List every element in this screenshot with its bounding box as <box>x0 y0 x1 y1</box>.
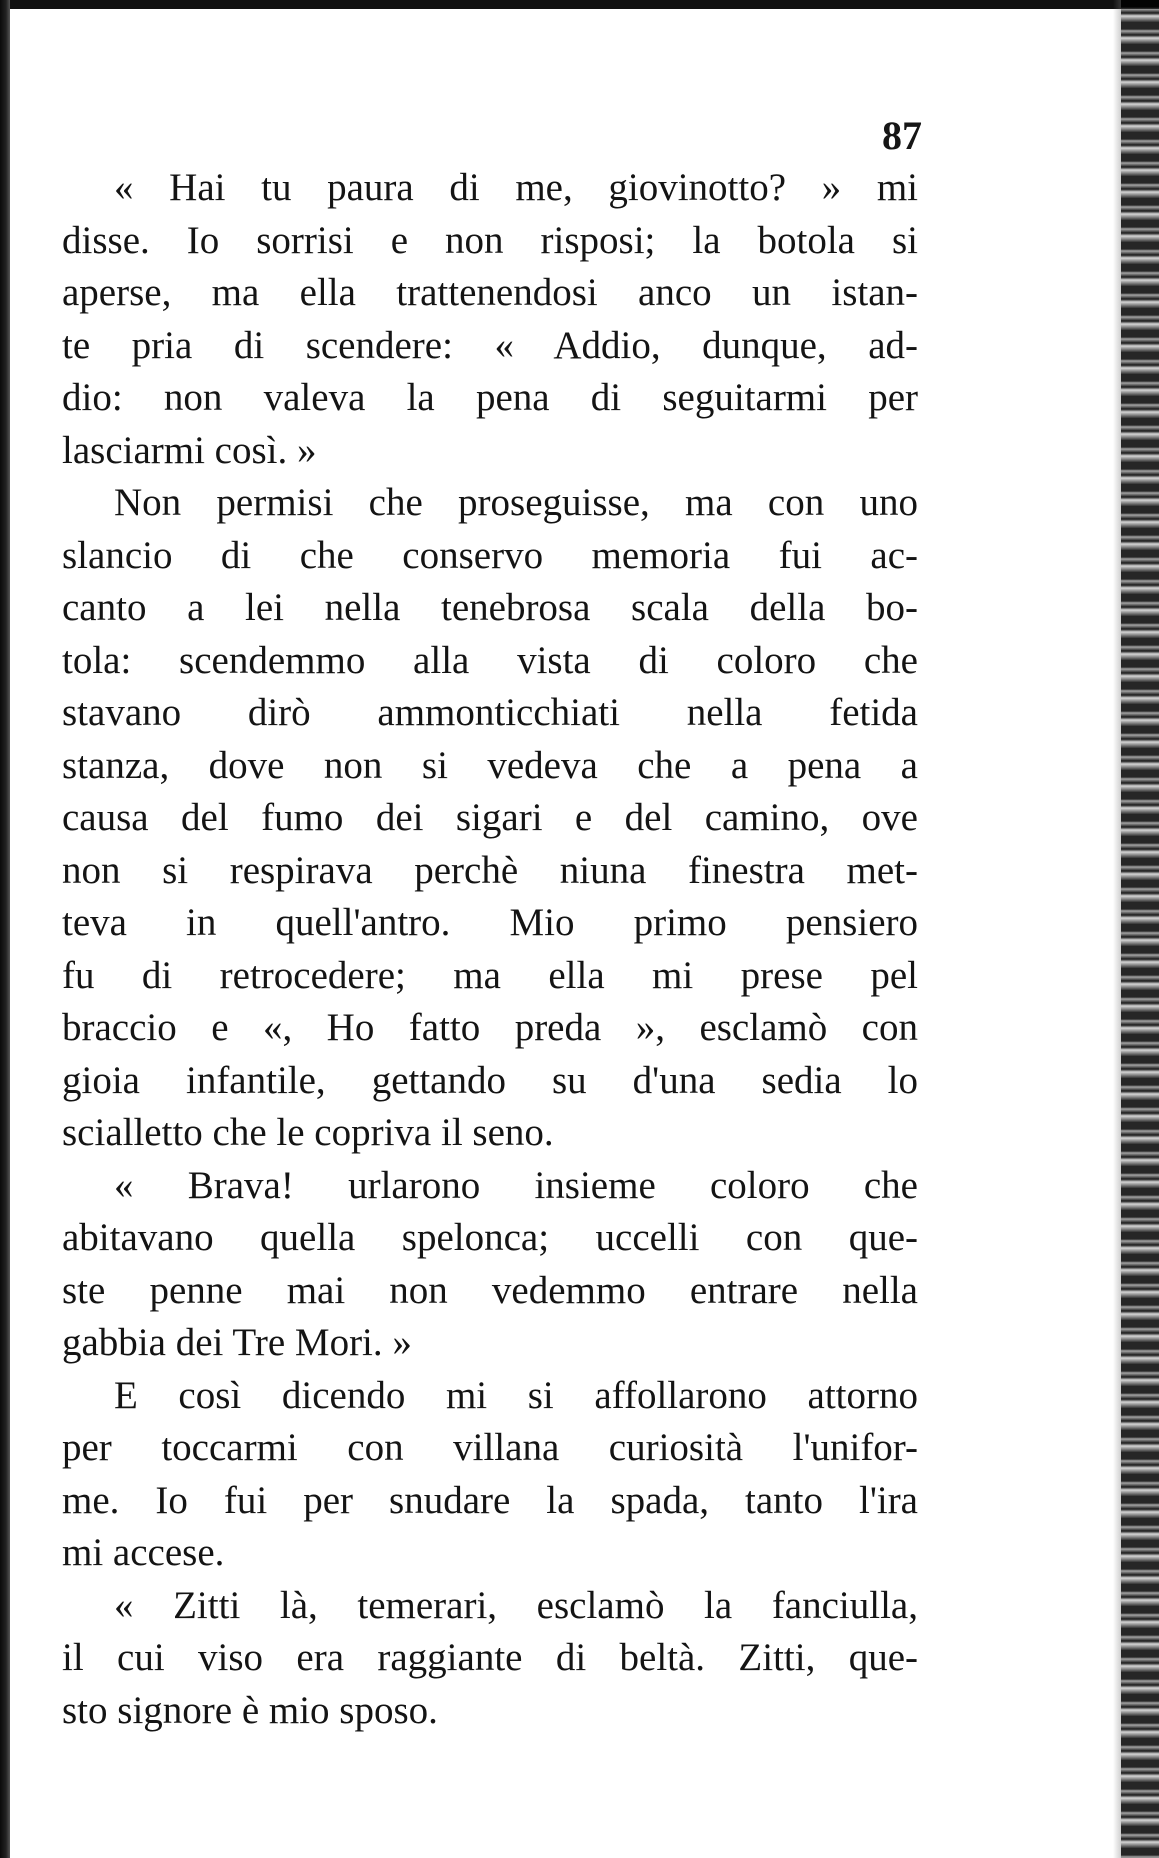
text-line: scialletto che le copriva il seno. <box>62 1111 554 1154</box>
text-line: per toccarmi con villana curiosità l'unifor- <box>62 1426 918 1469</box>
scan-top-edge <box>0 0 1159 9</box>
text-line: te pria di scendere: « Addio, dunque, ad- <box>62 323 918 367</box>
text-line: canto a lei nella tenebrosa scala della bo- <box>62 586 918 629</box>
text-line: tola: scendemmo alla vista di coloro che <box>62 638 918 682</box>
text-line: lasciarmi così. » <box>62 428 317 472</box>
text-line: stavano dirò ammonticchiati nella fetida <box>62 691 918 734</box>
text-line: gabbia dei Tre Mori. » <box>62 1321 412 1364</box>
text-line: braccio e «, Ho fatto preda », esclamò con <box>62 1006 918 1049</box>
text-line: E così dicendo mi si affollarono attorno <box>114 1373 918 1417</box>
text-line: ste penne mai non vedemmo entrare nella <box>62 1268 918 1312</box>
text-line: me. Io fui per snudare la spada, tanto l'ira <box>62 1478 918 1522</box>
text-line: disse. Io sorrisi e non risposi; la botola si <box>62 218 918 262</box>
text-line: « Hai tu paura di me, giovinotto? » mi <box>114 166 918 209</box>
text-line: Non permisi che proseguisse, ma con uno <box>114 481 918 524</box>
page-number: 87 <box>882 113 922 158</box>
text-line: stanza, dove non si vedeva che a pena a <box>62 743 918 787</box>
text-line: il cui viso era raggiante di beltà. Zitti, que- <box>62 1636 918 1679</box>
scan-right-edge <box>1121 0 1159 1858</box>
text-line: dio: non valeva la pena di seguitarmi per <box>62 376 918 419</box>
scan-right-shadow <box>1113 0 1121 1858</box>
text-line: slancio di che conservo memoria fui ac- <box>62 533 918 577</box>
text-line: causa del fumo dei sigari e del camino, ove <box>62 796 918 839</box>
scan-left-edge <box>0 0 10 1858</box>
text-line: abitavano quella spelonca; uccelli con que- <box>62 1216 918 1259</box>
text-line: teva in quell'antro. Mio primo pensiero <box>62 901 918 944</box>
text-line: fu di retrocedere; ma ella mi prese pel <box>62 953 918 997</box>
text-line: gioia infantile, gettando su d'una sedia lo <box>62 1058 918 1102</box>
text-line: mi accese. <box>62 1531 225 1574</box>
text-line: sto signore è mio sposo. <box>62 1688 438 1732</box>
text-line: « Brava! urlarono insieme coloro che <box>114 1163 918 1207</box>
text-line: non si respirava perchè niuna finestra met- <box>62 848 918 892</box>
body-text <box>62 162 918 1737</box>
text-line: aperse, ma ella trattenendosi anco un istan- <box>62 271 918 314</box>
text-line: « Zitti là, temerari, esclamò la fanciulla, <box>114 1583 918 1627</box>
